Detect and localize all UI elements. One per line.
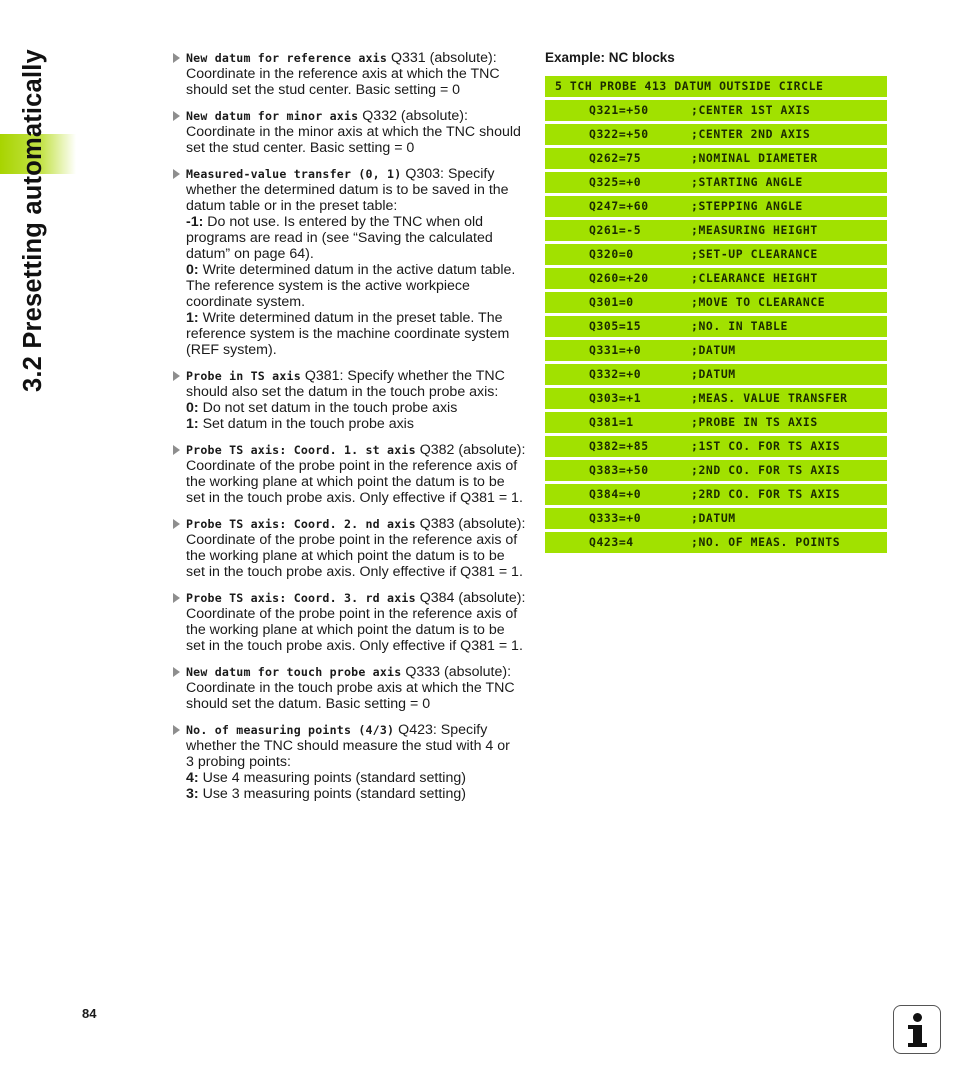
nc-block-row [545,148,887,169]
nc-block-comment: ;MEAS. VALUE TRANSFER [691,391,848,405]
triangle-arrow-icon [173,371,180,381]
parameter-line [186,606,532,622]
parameter-line [186,214,532,230]
parameter-line [186,198,532,214]
nc-block-value: 5 TCH PROBE 413 DATUM OUTSIDE CIRCLE [555,79,824,93]
page-number: 84 [82,1006,97,1021]
parameter-text: (REF system). [186,342,277,358]
parameter-line [186,458,532,474]
option-value: -1: [186,214,204,230]
nc-block-value: Q321=+50 [589,103,649,117]
parameter-text: set in the touch probe axis. Only effective if Q381 = 1. [186,638,523,654]
nc-block-value: Q262=75 [589,151,642,165]
parameter-line [186,182,532,198]
parameter-text: whether the determined datum is to be saved in the [186,182,509,198]
parameter-text: set in the touch probe axis. Only effective if Q381 = 1. [186,564,523,580]
parameter-text: the working plane at which point the datum is to be [186,474,505,490]
parameter-text: set in the touch probe axis. Only effective if Q381 = 1. [186,490,523,506]
triangle-arrow-icon [173,53,180,63]
nc-block-comment: ;NO. IN TABLE [691,319,788,333]
parameter-line [186,368,532,384]
parameter-text: Q381: Specify whether the TNC [300,368,505,384]
nc-block-row [545,100,887,121]
parameter-name: Probe TS axis: Coord. 1. st axis [186,443,416,457]
nc-block-value: Q247=+60 [589,199,649,213]
parameter-text: Write determined datum in the preset table. The [198,310,503,326]
nc-block-comment: ;1ST CO. FOR TS AXIS [691,439,841,453]
parameter-text: datum table or in the preset table: [186,198,398,214]
parameter-line [186,230,532,246]
nc-block-row [545,364,887,385]
parameter-text: The reference system is the active workpiece [186,278,470,294]
parameter-line [186,246,532,262]
option-value: 0: [186,262,199,278]
parameter-line [186,384,532,400]
parameter-text: Set datum in the touch probe axis [198,416,414,432]
parameter-line [186,786,532,802]
nc-block-value: Q305=15 [589,319,642,333]
parameter-line [186,82,532,98]
parameter-line [186,680,532,696]
parameter-name: Probe in TS axis [186,369,301,383]
nc-block-value: Q333=+0 [589,511,642,525]
parameter-text: Coordinate in the reference axis at which the TNC [186,66,500,82]
parameter-name: New datum for touch probe axis [186,665,402,679]
nc-block-comment: ;STARTING ANGLE [691,175,803,189]
parameter-text: Q423: Specify [394,722,488,738]
option-value: 4: [186,770,199,786]
nc-block-value: Q261=-5 [589,223,642,237]
triangle-arrow-icon [173,593,180,603]
parameter-item [172,590,532,654]
parameter-item [172,516,532,580]
parameter-item [172,722,532,802]
parameter-text: set the stud center. Basic setting = 0 [186,140,415,156]
nc-block-value: Q303=+1 [589,391,642,405]
info-icon [893,1005,941,1054]
nc-block-row [545,244,887,265]
nc-block-row [545,484,887,505]
parameter-text: Q331 (absolute): [387,50,497,66]
parameter-text: Coordinate of the probe point in the reference axis of [186,606,518,622]
nc-block-value: Q423=4 [589,535,634,549]
parameter-name: Measured-value transfer (0, 1) [186,167,402,181]
nc-block-value: Q325=+0 [589,175,642,189]
parameter-list [172,50,532,812]
example-title: Example: NC blocks [545,50,675,65]
parameter-line [186,416,532,432]
parameter-line [186,738,532,754]
parameter-line [186,664,532,680]
option-value: 1: [186,310,199,326]
parameter-text: Q384 (absolute): [415,590,526,606]
parameter-line [186,474,532,490]
nc-block-comment: ;2RD CO. FOR TS AXIS [691,487,841,501]
parameter-line [186,548,532,564]
nc-block-comment: ;MOVE TO CLEARANCE [691,295,826,309]
nc-block-value: Q260=+20 [589,271,649,285]
nc-block-row [545,292,887,313]
triangle-arrow-icon [173,111,180,121]
parameter-item [172,166,532,358]
parameter-text: should also set the datum in the touch probe axis: [186,384,499,400]
nc-block-row [545,508,887,529]
nc-block-comment: ;NO. OF MEAS. POINTS [691,535,841,549]
nc-block-value: Q383=+50 [589,463,649,477]
parameter-line [186,310,532,326]
nc-block-value: Q301=0 [589,295,634,309]
parameter-text: programs are read in (see “Saving the calculated [186,230,493,246]
parameter-line [186,326,532,342]
parameter-line [186,108,532,124]
nc-block-row [545,316,887,337]
nc-block-value: Q381=1 [589,415,634,429]
nc-block-value: Q384=+0 [589,487,642,501]
parameter-line [186,442,532,458]
parameter-text: Write determined datum in the active datum table. [198,262,516,278]
nc-block-value: Q331=+0 [589,343,642,357]
nc-block-comment: ;CLEARANCE HEIGHT [691,271,818,285]
parameter-line [186,124,532,140]
nc-block-comment: ;SET-UP CLEARANCE [691,247,818,261]
nc-block-row [545,268,887,289]
triangle-arrow-icon [173,725,180,735]
parameter-line [186,696,532,712]
parameter-text: Do not set datum in the touch probe axis [198,400,458,416]
parameter-line [186,66,532,82]
parameter-text: Use 3 measuring points (standard setting) [198,786,466,802]
parameter-text: coordinate system. [186,294,306,310]
parameter-name: New datum for minor axis [186,109,359,123]
nc-block-row [545,76,887,97]
parameter-line [186,278,532,294]
parameter-text: the working plane at which point the datum is to be [186,622,505,638]
parameter-line [186,50,532,66]
triangle-arrow-icon [173,445,180,455]
nc-block-row [545,196,887,217]
parameter-line [186,722,532,738]
parameter-text: Coordinate in the touch probe axis at which the TNC [186,680,515,696]
parameter-text: Coordinate of the probe point in the reference axis of [186,458,518,474]
parameter-line [186,754,532,770]
parameter-line [186,564,532,580]
parameter-text: the working plane at which point the datum is to be [186,548,505,564]
nc-blocks-table [545,76,887,556]
nc-block-comment: ;DATUM [691,511,736,525]
option-value: 3: [186,786,199,802]
parameter-line [186,490,532,506]
parameter-text: Q382 (absolute): [415,442,526,458]
nc-block-row [545,436,887,457]
parameter-text: Use 4 measuring points (standard setting) [198,770,466,786]
parameter-text: Do not use. Is entered by the TNC when old [203,214,484,230]
nc-block-row [545,172,887,193]
parameter-line [186,638,532,654]
option-value: 1: [186,416,199,432]
parameter-text: 3 probing points: [186,754,291,770]
nc-block-row [545,412,887,433]
parameter-item [172,368,532,432]
nc-block-row [545,340,887,361]
nc-block-value: Q320=0 [589,247,634,261]
parameter-text: datum” on page 64). [186,246,314,262]
nc-block-value: Q322=+50 [589,127,649,141]
nc-block-row [545,124,887,145]
nc-block-value: Q332=+0 [589,367,642,381]
nc-block-comment: ;NOMINAL DIAMETER [691,151,818,165]
parameter-text: should set the datum. Basic setting = 0 [186,696,431,712]
parameter-line [186,262,532,278]
parameter-text: Coordinate of the probe point in the reference axis of [186,532,518,548]
parameter-line [186,294,532,310]
parameter-item [172,664,532,712]
parameter-line [186,140,532,156]
nc-block-comment: ;MEASURING HEIGHT [691,223,818,237]
nc-block-comment: ;2ND CO. FOR TS AXIS [691,463,841,477]
nc-block-value: Q382=+85 [589,439,649,453]
parameter-text: Coordinate in the minor axis at which the TNC should [186,124,521,140]
parameter-name: No. of measuring points (4/3) [186,723,395,737]
parameter-text: Q333 (absolute): [401,664,512,680]
parameter-item [172,108,532,156]
parameter-name: Probe TS axis: Coord. 2. nd axis [186,517,416,531]
nc-block-comment: ;STEPPING ANGLE [691,199,803,213]
nc-block-row [545,460,887,481]
parameter-text: Q332 (absolute): [358,108,468,124]
parameter-text: should set the stud center. Basic setting = 0 [186,82,461,98]
parameter-line [186,400,532,416]
nc-block-comment: ;DATUM [691,367,736,381]
parameter-text: whether the TNC should measure the stud with 4 or [186,738,510,754]
nc-block-row [545,220,887,241]
parameter-text: reference system is the machine coordinate system [186,326,510,342]
nc-block-comment: ;CENTER 2ND AXIS [691,127,811,141]
parameter-line [186,770,532,786]
nc-block-row [545,388,887,409]
parameter-line [186,166,532,182]
triangle-arrow-icon [173,169,180,179]
parameter-item [172,50,532,98]
nc-block-comment: ;CENTER 1ST AXIS [691,103,811,117]
parameter-name: New datum for reference axis [186,51,388,65]
parameter-line [186,622,532,638]
side-title-text: 3.2 Presetting automatically [19,49,47,392]
parameter-text: Q303: Specify [401,166,495,182]
parameter-name: Probe TS axis: Coord. 3. rd axis [186,591,416,605]
option-value: 0: [186,400,199,416]
parameter-line [186,590,532,606]
parameter-line [186,532,532,548]
nc-block-row [545,532,887,553]
parameter-line [186,342,532,358]
parameter-line [186,516,532,532]
triangle-arrow-icon [173,667,180,677]
nc-block-comment: ;PROBE IN TS AXIS [691,415,818,429]
nc-block-comment: ;DATUM [691,343,736,357]
triangle-arrow-icon [173,519,180,529]
parameter-item [172,442,532,506]
parameter-text: Q383 (absolute): [415,516,526,532]
